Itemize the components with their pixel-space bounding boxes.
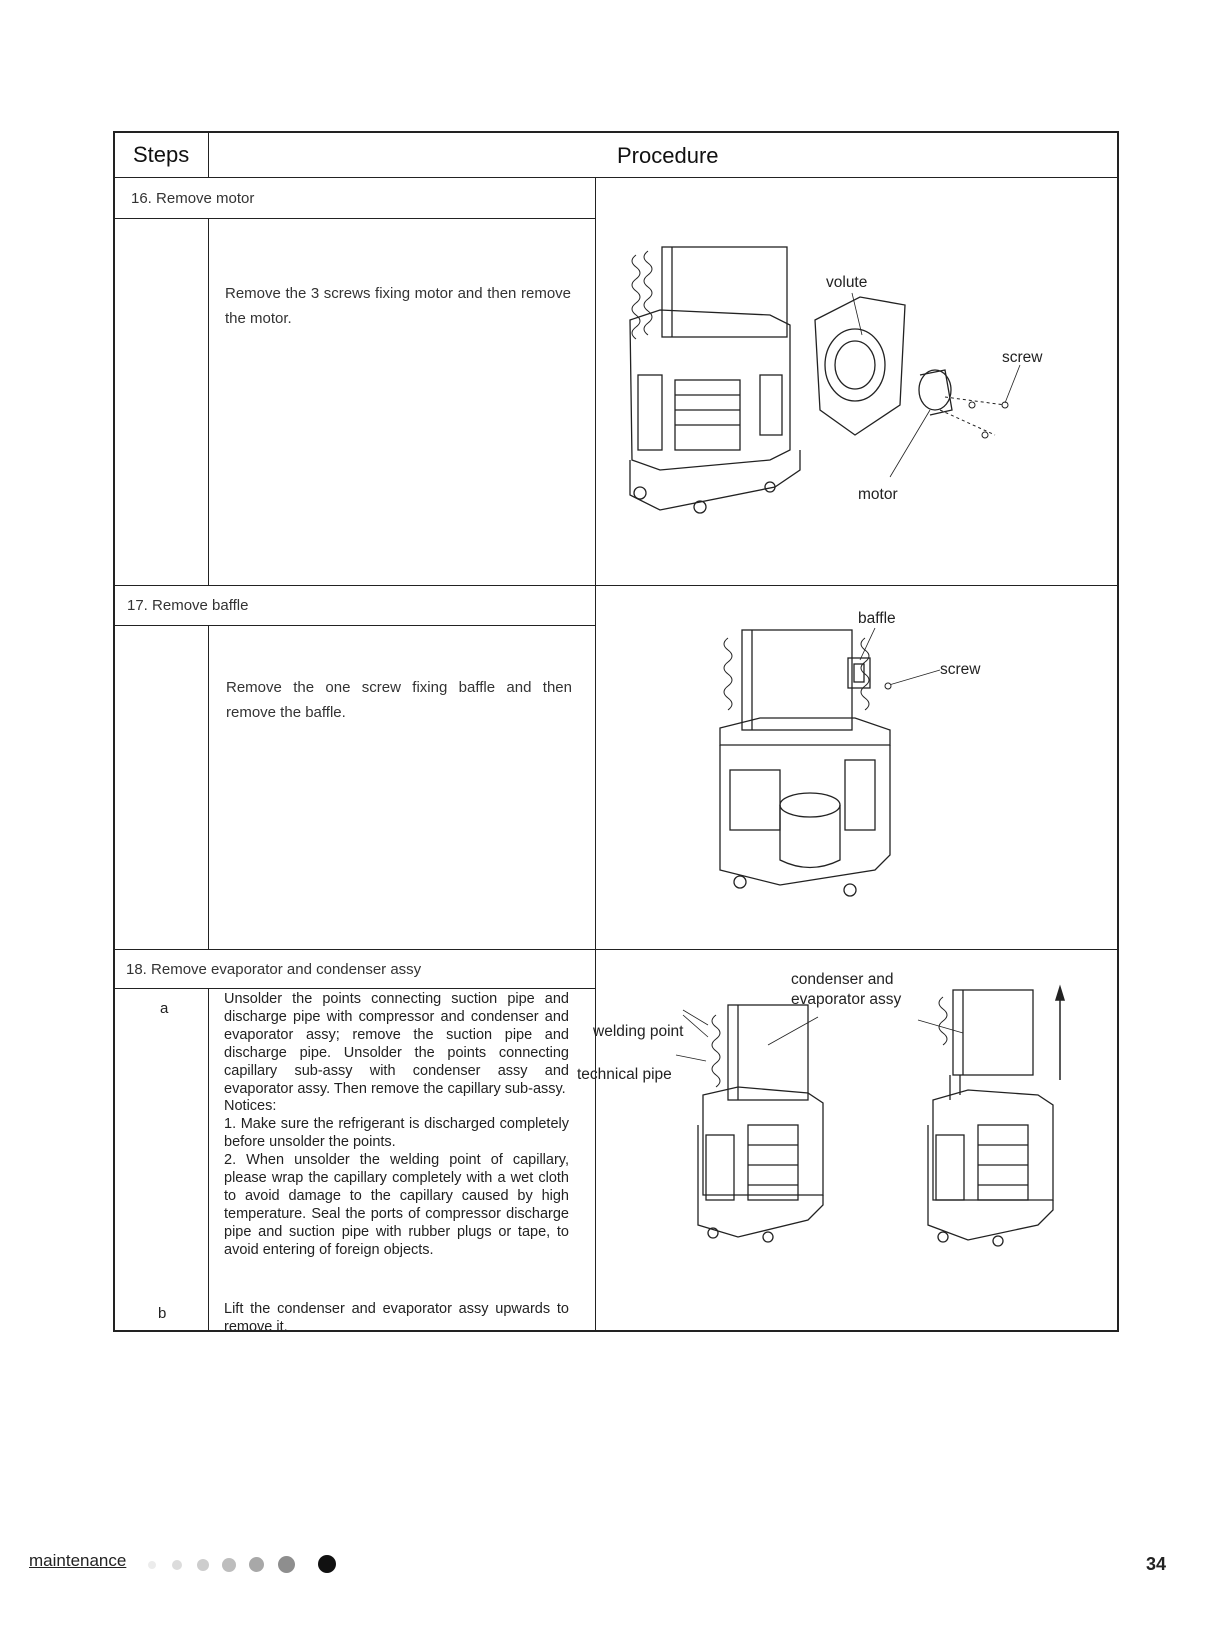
section-link-maintenance[interactable]: maintenance	[29, 1551, 127, 1570]
condenser-evaporator-removal-figure	[577, 971, 1113, 1320]
label-assy-line-2: evaporator assy	[791, 991, 902, 1008]
procedure-header: Procedure	[617, 143, 719, 168]
step-16-text: Remove the 3 screws fixing motor and then remove the motor.	[225, 285, 571, 327]
label-assy-line-1: condenser and	[791, 971, 894, 988]
progress-dot	[197, 1559, 209, 1571]
progress-dot	[148, 1561, 156, 1569]
label-motor: motor	[858, 486, 898, 503]
steps-header: Steps	[133, 142, 190, 167]
page-number: 34	[1146, 1554, 1167, 1574]
step-18b-marker: b	[158, 1305, 167, 1322]
progress-dot	[172, 1560, 182, 1570]
progress-dot	[222, 1558, 236, 1572]
step-18b-text: Lift the condenser and evaporator assy upwards to remove it.	[224, 1301, 569, 1335]
motor-removal-figure	[600, 225, 1100, 575]
progress-dot	[278, 1556, 295, 1573]
step-16-title: 16. Remove motor	[131, 190, 255, 207]
label-volute: volute	[826, 274, 868, 291]
step-18a-notice-1: 1. Make sure the refrigerant is discharged completely before unsolder the points.	[224, 1116, 569, 1151]
baffle-removal-figure	[700, 600, 1100, 920]
progress-dot	[249, 1557, 264, 1572]
step-18-title: 18. Remove evaporator and condenser assy	[126, 961, 422, 978]
step-18a-text	[224, 991, 569, 1260]
step-18a-instructions: Unsolder the points connecting suction pipe and discharge pipe with compressor and condenser and evaporator assy; remove the suction pipe and discharge pipe. Unsolder the points connecting capillary sub-assy with condenser assy and evaporator assy. Then remove the capillary sub-assy.	[224, 991, 569, 1097]
step-18a-marker: a	[160, 1000, 169, 1017]
label-screw-17: screw	[940, 661, 981, 678]
label-technical-pipe: technical pipe	[577, 1066, 672, 1083]
step-17-text: Remove the one screw fixing baffle and then remove the baffle.	[226, 679, 572, 721]
step-18a-notice-2: 2. When unsolder the welding point of capillary, please wrap the capillary completely with a wet cloth to avoid damage to the capillary caused by high temperature. Seal the ports of compressor discharge pipe and suction pipe with rubber plugs or tape, to avoid entering of foreign objects.	[224, 1152, 569, 1258]
step-17-title: 17. Remove baffle	[127, 597, 249, 614]
label-baffle: baffle	[858, 610, 896, 627]
step-18a-notices-title: Notices:	[224, 1098, 277, 1115]
label-welding-point: welding point	[593, 1023, 684, 1040]
label-screw: screw	[1002, 349, 1043, 366]
progress-dot-current	[318, 1555, 336, 1573]
